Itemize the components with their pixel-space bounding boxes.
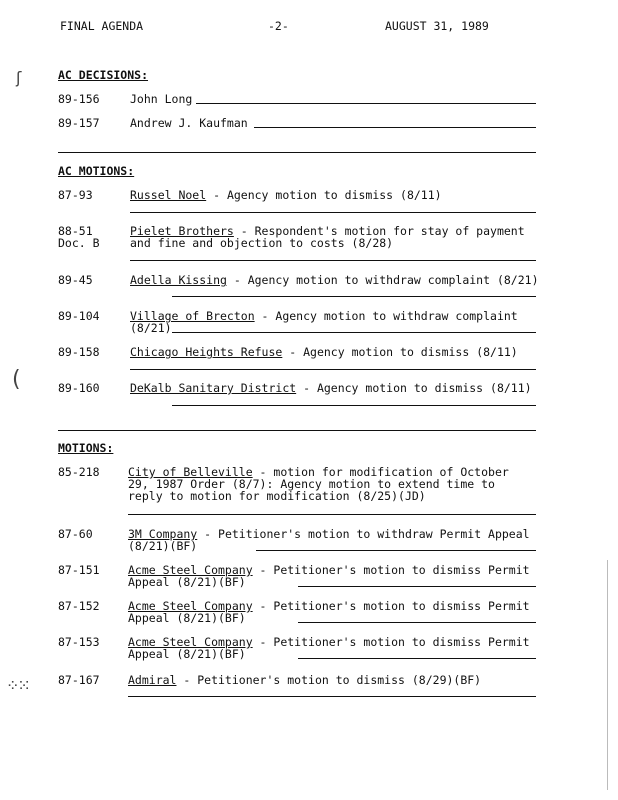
case-number: 87-152 — [58, 599, 100, 613]
motion-text: - Petitioner's motion to dismiss (8/29)(BF) — [176, 673, 482, 687]
notes-line — [298, 586, 536, 587]
notes-line — [298, 658, 536, 659]
case-number: 89-104 — [58, 309, 100, 323]
case-number: 89-160 — [58, 381, 100, 395]
motion-text: - motion for modification of October 29, 1987 Order (8/7): Agency motion to extend time to reply to motion for modification (8/25)(JD) — [128, 465, 509, 503]
motion-text: - Petitioner's motion to dismiss Permit Appeal (8/21)(BF) — [128, 635, 530, 661]
motion-entry — [128, 674, 533, 686]
party-name: Acme Steel Company — [128, 635, 253, 649]
doc-number: Doc. B — [58, 236, 100, 250]
signature-line — [254, 127, 536, 128]
motion-text: - Agency motion to withdraw complaint (8/21) — [130, 309, 518, 335]
signature-line — [196, 103, 536, 104]
case-number: 88-51 — [58, 224, 93, 238]
case-number: 87-93 — [58, 188, 93, 202]
notes-line — [172, 296, 536, 297]
motion-entry — [128, 564, 533, 588]
section-ac-decisions: AC DECISIONS: — [58, 68, 149, 82]
notes-line — [128, 514, 536, 515]
case-number: 89-156 — [58, 92, 100, 106]
scan-edge-line — [607, 560, 608, 790]
motion-text: - Petitioner's motion to dismiss Permit Appeal (8/21)(BF) — [128, 563, 530, 589]
motion-entry — [130, 225, 545, 249]
party-name: Acme Steel Company — [128, 599, 253, 613]
motion-text: - Agency motion to dismiss (8/11) — [282, 345, 518, 359]
stamp-smudge: ⁘⁙ — [6, 676, 29, 695]
party-name: Acme Steel Company — [128, 563, 253, 577]
party-name: Adella Kissing — [130, 273, 227, 287]
notes-line — [172, 332, 536, 333]
motion-entry — [130, 310, 545, 334]
notes-line — [256, 550, 536, 551]
party-name: Pielet Brothers — [130, 224, 234, 238]
party-name: DeKalb Sanitary District — [130, 381, 297, 395]
section-divider — [58, 152, 536, 153]
motion-entry — [130, 382, 545, 394]
case-number: 87-167 — [58, 673, 100, 687]
motion-text: - Respondent's motion for stay of payment and fine and objection to costs (8/28) — [130, 224, 525, 250]
motion-entry — [128, 466, 533, 502]
motion-text: - Agency motion to dismiss (8/11) — [296, 381, 532, 395]
motion-text: - Petitioner's motion to dismiss Permit Appeal (8/21)(BF) — [128, 599, 530, 625]
party-name: Russel Noel — [130, 188, 207, 202]
party-name: City of Belleville — [128, 465, 253, 479]
notes-line — [128, 696, 536, 697]
motion-entry — [128, 528, 533, 552]
motion-entry — [128, 600, 533, 624]
motion-entry — [130, 274, 545, 286]
motion-text: - Agency motion to withdraw complaint (8/21) — [226, 273, 539, 287]
page-number: -2- — [268, 19, 289, 33]
case-number: 89-157 — [58, 116, 100, 130]
notes-line — [130, 212, 536, 213]
section-divider — [58, 430, 536, 431]
motion-text: - Agency motion to dismiss (8/11) — [206, 188, 442, 202]
section-ac-motions: AC MOTIONS: — [58, 164, 135, 178]
case-number: 85-218 — [58, 465, 100, 479]
case-number: 89-158 — [58, 345, 100, 359]
section-motions: MOTIONS: — [58, 441, 114, 455]
party-name: 3M Company — [128, 527, 198, 541]
motion-entry — [130, 189, 545, 201]
case-number: 87-60 — [58, 527, 93, 541]
margin-mark: ʃ — [16, 68, 22, 87]
motion-entry — [130, 346, 550, 358]
case-number: 89-45 — [58, 273, 93, 287]
party-name: Andrew J. Kaufman — [130, 116, 248, 130]
header-title: FINAL AGENDA — [60, 19, 144, 33]
motion-entry — [128, 636, 533, 660]
margin-mark: ( — [12, 367, 21, 392]
motion-text: - Petitioner's motion to withdraw Permit Appeal (8/21)(BF) — [128, 527, 530, 553]
header-date: AUGUST 31, 1989 — [385, 19, 489, 33]
party-name: Village of Brecton — [130, 309, 255, 323]
notes-line — [172, 405, 536, 406]
case-number: 87-153 — [58, 635, 100, 649]
party-name: John Long — [130, 92, 193, 106]
party-name: Chicago Heights Refuse — [130, 345, 283, 359]
party-name: Admiral — [128, 673, 177, 687]
case-number: 87-151 — [58, 563, 100, 577]
notes-line — [130, 260, 536, 261]
notes-line — [298, 622, 536, 623]
notes-line — [130, 369, 536, 370]
